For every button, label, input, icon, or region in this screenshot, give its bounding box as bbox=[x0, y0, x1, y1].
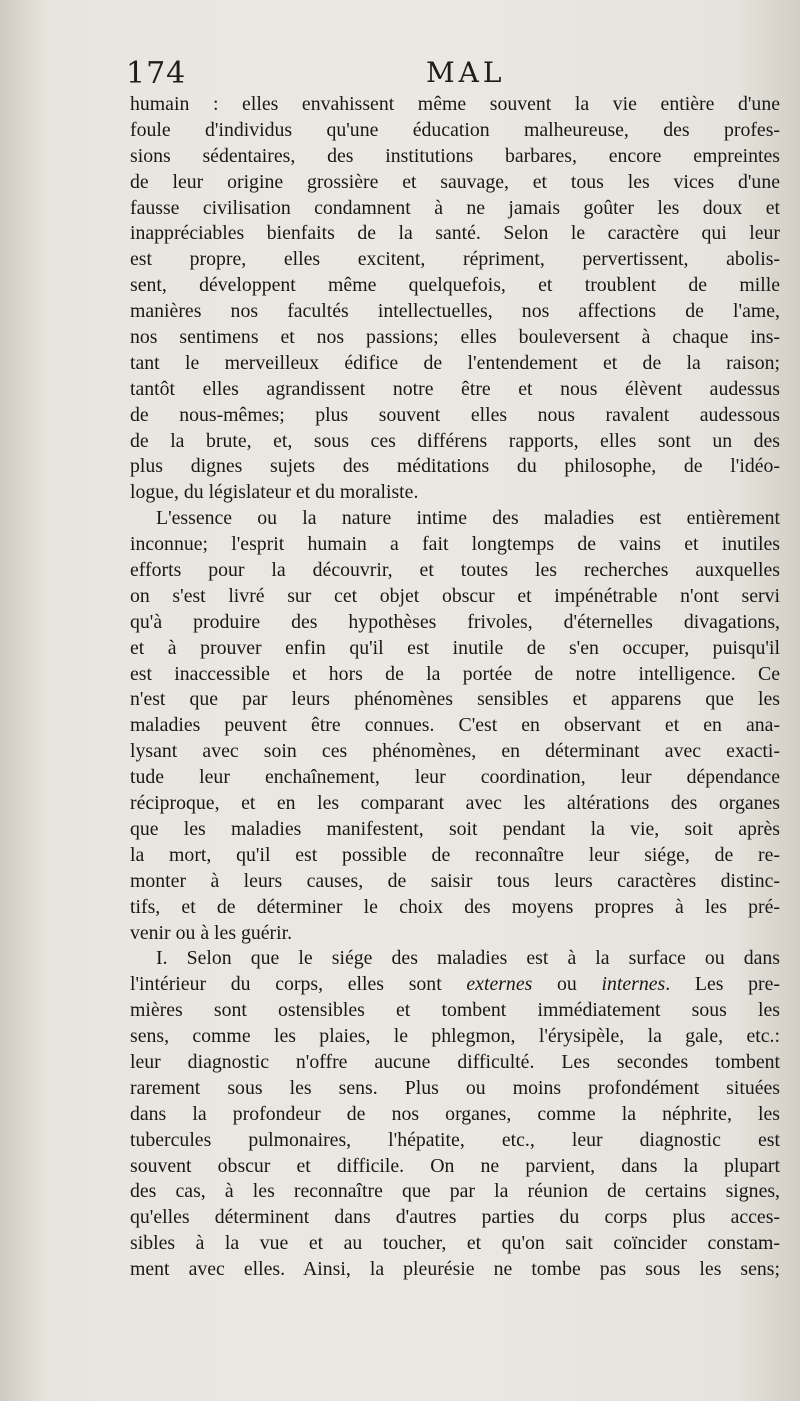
text-line: est propre, elles excitent, répriment, pervertissent, abolis- bbox=[130, 248, 780, 271]
text-segment: l'intérieur du corps, elles sont bbox=[130, 973, 467, 996]
italic-term-externes: externes bbox=[466, 973, 533, 996]
text-line: ment avec elles. Ainsi, la pleurésie ne tombe pas sous les sens; bbox=[130, 1258, 780, 1281]
text-line: L'essence ou la nature intime des maladies est entièrement bbox=[156, 507, 780, 530]
text-line: tubercules pulmonaires, l'hépatite, etc., leur diagnostic est bbox=[130, 1128, 780, 1151]
text-line: logue, du législateur et du moraliste. bbox=[130, 481, 419, 504]
text-line: tantôt elles agrandissent notre être et nous élèvent audessus bbox=[130, 377, 780, 400]
text-line: des cas, à les reconnaître que par la réunion de certains signes, bbox=[130, 1180, 780, 1203]
text-line: I. Selon que le siége des maladies est à la surface ou dans bbox=[156, 947, 780, 970]
running-head: MAL bbox=[426, 56, 506, 89]
text-line: réciproque, et en les comparant avec les altérations des organes bbox=[130, 792, 780, 815]
text-line: de nous-mêmes; plus souvent elles nous ravalent audessous bbox=[130, 403, 780, 426]
text-line: inappréciables bienfaits de la santé. Selon le caractère qui leur bbox=[130, 222, 780, 245]
text-line: foule d'individus qu'une éducation malheureuse, des profes- bbox=[130, 118, 780, 141]
text-line: efforts pour la découvrir, et toutes les recherches auxquelles bbox=[130, 559, 780, 582]
text-line: et à prouver enfin qu'il est inutile de s'en occuper, puisqu'il bbox=[130, 636, 780, 659]
text-line: n'est que par leurs phénomènes sensibles et apparens que les bbox=[130, 688, 780, 711]
text-line: humain : elles envahissent même souvent la vie entière d'une bbox=[130, 93, 780, 115]
text-line: sent, développent même quelquefois, et troublent de mille bbox=[130, 274, 780, 297]
text-line: rarement sous les sens. Plus ou moins profondément situées bbox=[130, 1076, 780, 1099]
text-line: lysant avec soin ces phénomènes, en déterminant avec exacti- bbox=[130, 740, 780, 763]
text-line: tude leur enchaînement, leur coordination, leur dépendance bbox=[130, 766, 780, 789]
text-line: nos sentimens et nos passions; elles bouleversent à chaque ins- bbox=[130, 326, 780, 349]
text-line: de la brute, et, sous ces différens rapports, elles sont un des bbox=[130, 429, 780, 452]
text-line: leur diagnostic n'offre aucune difficulté. Les secondes tombent bbox=[130, 1050, 780, 1073]
text-line: est inaccessible et hors de la portée de notre intelligence. Ce bbox=[130, 662, 780, 685]
text-line: de leur origine grossière et sauvage, et tous les vices d'une bbox=[130, 170, 780, 193]
body-text bbox=[130, 92, 780, 1283]
text-line: sibles à la vue et au toucher, et qu'on sait coïncider constam- bbox=[130, 1232, 780, 1255]
text-segment: . Les pre- bbox=[665, 973, 780, 996]
text-line: monter à leurs causes, de saisir tous leurs caractères distinc- bbox=[130, 869, 780, 892]
text-segment: ou bbox=[532, 973, 602, 996]
text-line: qu'à produire des hypothèses frivoles, d'éternelles divagations, bbox=[130, 610, 780, 633]
text-line: qu'elles déterminent dans d'autres parties du corps plus acces- bbox=[130, 1206, 780, 1229]
text-line: mières sont ostensibles et tombent immédiatement sous les bbox=[130, 999, 780, 1022]
text-line: sions sédentaires, des institutions barbares, encore empreintes bbox=[130, 144, 780, 167]
page-header bbox=[126, 56, 788, 96]
text-line: manières nos facultés intellectuelles, nos affections de l'ame, bbox=[130, 300, 780, 323]
text-line: la mort, qu'il est possible de reconnaître leur siége, de re- bbox=[130, 843, 780, 866]
text-line: on s'est livré sur cet objet obscur et impénétrable n'ont servi bbox=[130, 584, 780, 607]
text-line: que les maladies manifestent, soit pendant la vie, soit après bbox=[130, 817, 780, 840]
text-line: souvent obscur et difficile. On ne parvient, dans la plupart bbox=[130, 1154, 780, 1177]
text-line: maladies peuvent être connues. C'est en observant et en ana- bbox=[130, 714, 780, 737]
text-line: venir ou à les guérir. bbox=[130, 921, 293, 944]
text-line: tant le merveilleux édifice de l'entendement et de la raison; bbox=[130, 351, 780, 374]
text-line: sens, comme les plaies, le phlegmon, l'érysipèle, la gale, etc.: bbox=[130, 1025, 780, 1048]
text-line: tifs, et de déterminer le choix des moyens propres à les pré- bbox=[130, 895, 780, 918]
text-line: fausse civilisation condamnent à ne jamais goûter les doux et bbox=[130, 196, 780, 219]
text-line: dans la profondeur de nos organes, comme la néphrite, les bbox=[130, 1102, 780, 1125]
text-line: inconnue; l'esprit humain a fait longtemps de vains et inutiles bbox=[130, 533, 780, 556]
page-number: 174 bbox=[126, 56, 187, 91]
italic-term-internes: internes bbox=[601, 973, 666, 996]
text-line: plus dignes sujets des méditations du philosophe, de l'idéo- bbox=[130, 455, 780, 478]
text-line-with-italics bbox=[130, 972, 780, 998]
